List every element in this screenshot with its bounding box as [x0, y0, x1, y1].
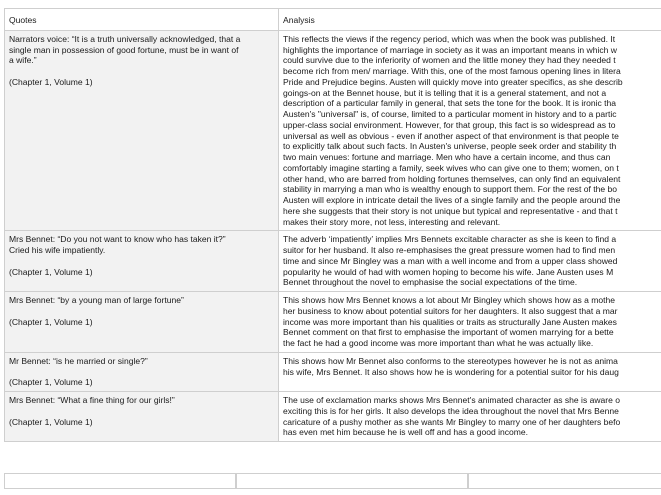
- analysis-text: here she suggests that their story is not unique but typical and representative - and that t: [283, 205, 618, 216]
- quote-text: Mrs Bennet: “What a fine thing for our girls!”: [9, 395, 175, 405]
- analysis-text: become rich from men/ marriage. With this, one of the most famous opening lines in litera: [283, 66, 621, 76]
- analysis-text: The adverb ‘impatiently’ implies Mrs Bennets excitable character as she is keen to find a: [283, 234, 617, 245]
- table-row: [5, 292, 661, 353]
- analysis-cell[interactable]: [279, 392, 661, 442]
- blank-line: [9, 406, 274, 417]
- analysis-cell[interactable]: [279, 352, 661, 391]
- analysis-text: highlights the importance of marriage in society as it was an important means in which w: [283, 44, 617, 55]
- analysis-text: other hand, who are barred from holding fortunes themselves, can only find an equivalent: [283, 173, 621, 184]
- analysis-text: his wife, Mrs Bennet. It also shows how he is wondering for a potential suitor for his daug: [283, 366, 619, 377]
- quote-text: Mrs Bennet: “by a young man of large fortune”: [9, 295, 184, 305]
- analysis-text: Pride and Prejudice begins. Austen will quickly move into greater specifics, as she describ: [283, 76, 623, 87]
- notes-table: [4, 8, 661, 442]
- analysis-text: comfortably imagine starting a family, seek wives who can give one to them; women, on t: [283, 162, 619, 173]
- analysis-text: makes their story more, not less, interesting and relevant.: [283, 216, 501, 227]
- blank-line: [9, 367, 274, 378]
- empty-cell[interactable]: [468, 473, 661, 489]
- quote-cell[interactable]: [5, 352, 279, 391]
- empty-table-row: [4, 473, 661, 489]
- quote-cell[interactable]: [5, 231, 279, 292]
- quote-text: Mr Bennet: “is he married or single?”: [9, 355, 148, 366]
- header-quotes[interactable]: Quotes: [5, 9, 279, 31]
- header-analysis[interactable]: Analysis: [279, 9, 661, 31]
- table-row: [5, 30, 661, 231]
- blank-line: [9, 306, 274, 317]
- analysis-text: The use of exclamation marks shows Mrs Bennet's animated character as she is aware o: [283, 395, 621, 405]
- chapter-reference: (Chapter 1, Volume 1): [9, 316, 93, 327]
- analysis-text: description of a particular family in general, that sets the tone for the book. It is ironic tha: [283, 98, 617, 109]
- analysis-text: the fact he had a good income was more important than what he was actually like.: [283, 338, 594, 348]
- analysis-text: income was more important than his qualities or traits as structurally Jane Austen makes: [283, 316, 617, 327]
- empty-cell[interactable]: [4, 473, 236, 489]
- analysis-text: This reflects the views if the regency period, which was when the book was published. It: [283, 33, 616, 44]
- analysis-text: to explicitly talk about such facts. In Austen's universe, people seek order and stability th: [283, 141, 617, 152]
- analysis-text: her business to know about potential suitors for her daughters. It also suggest that a mar: [283, 305, 618, 316]
- chapter-reference: (Chapter 1, Volume 1): [9, 266, 93, 277]
- analysis-text: time and since Mr Bingley was a man with a well income and from a upper class showed: [283, 255, 618, 266]
- analysis-text: Austen will explore in intricate detail the lives of a single family and the people around the: [283, 195, 621, 205]
- analysis-text: two main venues: fortune and marriage. Men who have a certain income, and thus can: [283, 152, 611, 162]
- analysis-text: Bennet throughout the novel to emphasise the social expectations of the time.: [283, 277, 578, 288]
- analysis-cell[interactable]: [279, 231, 661, 292]
- quote-text: a wife.”: [9, 55, 37, 66]
- blank-line: [9, 66, 274, 77]
- chapter-reference: (Chapter 1, Volume 1): [9, 76, 93, 87]
- header-row: [5, 9, 661, 31]
- analysis-text: goings-on at the Bennet house, but it is telling that it is a general statement, and not a: [283, 87, 607, 98]
- quote-cell[interactable]: [5, 30, 279, 231]
- analysis-text: Austen's "universal" is, of course, limited to a particular moment in history and to a partic: [283, 109, 617, 119]
- quote-cell[interactable]: [5, 292, 279, 353]
- blank-line: [9, 256, 274, 267]
- chapter-reference: (Chapter 1, Volume 1): [9, 377, 93, 388]
- analysis-text: upper-class social environment. However, for that group, this fact is so widespread as to: [283, 119, 616, 130]
- table-row: [5, 352, 661, 391]
- analysis-text: suitor for her husband. It also re-emphasises the great pressure women had to find men: [283, 245, 616, 255]
- analysis-cell[interactable]: [279, 292, 661, 353]
- quote-cell[interactable]: [5, 392, 279, 442]
- analysis-text: stability in marrying a man who is wealthy enough to support them. For the rest of the bo: [283, 184, 617, 195]
- analysis-text: This shows how Mr Bennet also conforms to the stereotypes however he is not as anima: [283, 355, 618, 366]
- analysis-text: popularity he would of had with women hoping to become his wife. Jane Austen uses M: [283, 266, 614, 277]
- table-row: [5, 392, 661, 442]
- analysis-cell[interactable]: [279, 30, 661, 231]
- analysis-text: This shows how Mrs Bennet knows a lot about Mr Bingley which shows how as a mothe: [283, 295, 616, 305]
- analysis-text: exciting this is for her girls. It also develops the idea throughout the novel that Mrs Benne: [283, 405, 619, 416]
- analysis-text: has even met him because he is well off and has a good income.: [283, 427, 529, 438]
- analysis-text: could survive due to the inferiority of women and the little money they had they needed t: [283, 55, 616, 66]
- quote-text: single man in possession of good fortune, must be in want of: [9, 44, 239, 55]
- analysis-text: universal as well as obvious - even if another aspect of that environment is that people te: [283, 130, 619, 141]
- analysis-text: Bennet comment on that first to emphasise the important of women marrying for a bette: [283, 327, 614, 338]
- quote-text: Cried his wife impatiently.: [9, 245, 106, 255]
- quote-text: Mrs Bennet: “Do you not want to know who has taken it?”: [9, 234, 226, 245]
- analysis-text: caricature of a pushy mother as she wants Mr Bingley to marry one of her daughters befo: [283, 416, 621, 427]
- empty-cell[interactable]: [236, 473, 468, 489]
- quote-text: Narrators voice: “It is a truth universally acknowledged, that a: [9, 33, 241, 44]
- table-row: [5, 231, 661, 292]
- chapter-reference: (Chapter 1, Volume 1): [9, 416, 93, 427]
